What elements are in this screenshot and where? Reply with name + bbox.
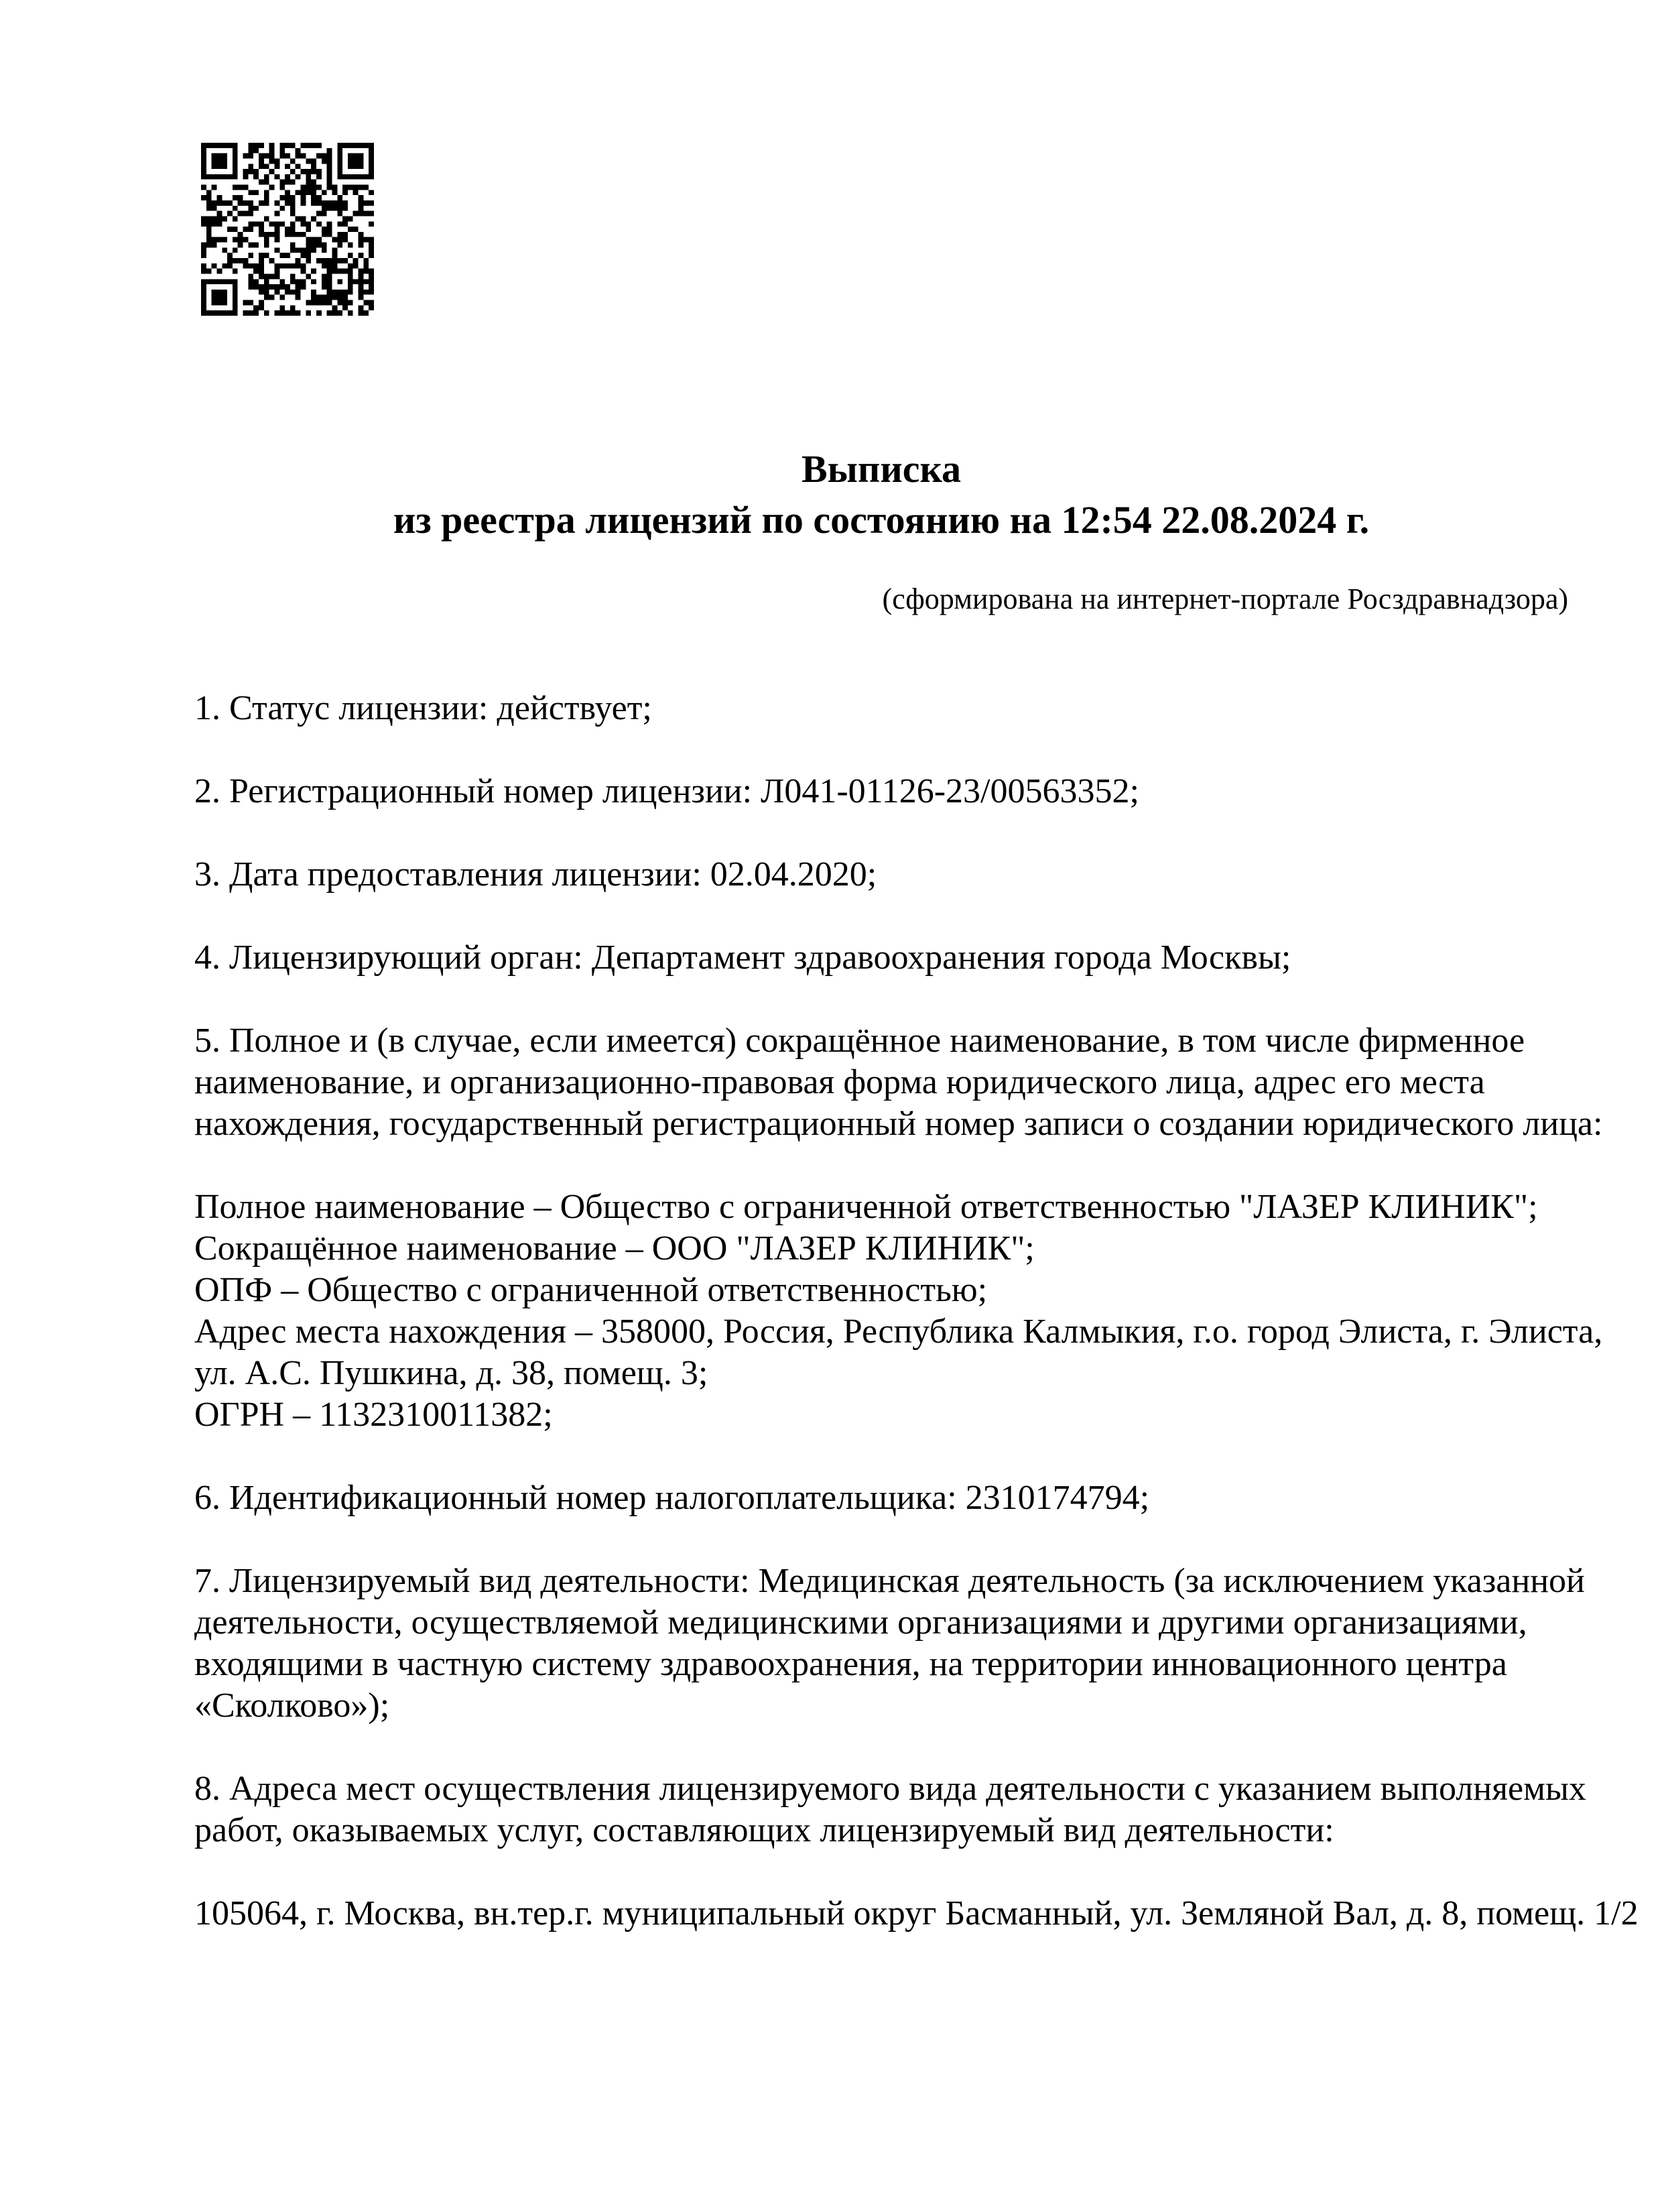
document-subtitle: (сформирована на интернет-портале Росздравнадзора)	[882, 582, 1568, 615]
paragraph-line: 4. Лицензирующий орган: Департамент здравоохранения города Москвы;	[194, 938, 1291, 977]
paragraph-line: 8. Адреса мест осуществления лицензируемого вида деятельности с указанием выполняемых	[194, 1770, 1586, 1808]
paragraph-activity-addresses-intro	[194, 1768, 1586, 1851]
paragraph-entity-description-intro	[194, 1020, 1603, 1145]
paragraph-line: наименование, и организационно-правовая форма юридического лица, адрес его места	[194, 1063, 1485, 1101]
paragraph-line: работ, оказываемых услуг, составляющих лицензируемый вид деятельности:	[194, 1811, 1334, 1849]
paragraph-activity-address	[194, 1893, 1639, 1934]
paragraph-licensed-activity	[194, 1560, 1585, 1727]
paragraph-line: нахождения, государственный регистрационный номер записи о создании юридического лица:	[194, 1105, 1603, 1143]
paragraph-line: ОПФ – Общество с ограниченной ответственностью;	[194, 1271, 988, 1309]
paragraph-line: Полное наименование – Общество с ограниченной ответственностью "ЛАЗЕР КЛИНИК";	[194, 1188, 1538, 1226]
paragraph-line: ОГРН – 1132310011382;	[194, 1396, 553, 1434]
paragraph-line: 6. Идентификационный номер налогоплательщика: 2310174794;	[194, 1479, 1150, 1517]
paragraph-registration-number	[194, 771, 1568, 812]
paragraph-taxpayer-number	[194, 1477, 1568, 1519]
paragraph-line: ул. А.С. Пушкина, д. 38, помещ. 3;	[194, 1354, 708, 1392]
paragraph-line: 3. Дата предоставления лицензии: 02.04.2020;	[194, 855, 877, 894]
paragraph-line: 105064, г. Москва, вн.тер.г. муниципальный округ Басманный, ул. Земляной Вал, д. 8, помещ. 1/2	[194, 1894, 1639, 1932]
document-title	[194, 444, 1568, 546]
paragraph-line: 5. Полное и (в случае, если имеется) сокращённое наименование, в том числе фирменное	[194, 1022, 1525, 1060]
paragraph-line: 1. Статус лицензии: действует;	[194, 689, 652, 727]
paragraph-line: деятельности, осуществляемой медицинскими организациями и другими организациями,	[194, 1603, 1527, 1642]
paragraph-licensing-authority	[194, 937, 1568, 979]
paragraph-line: входящими в частную систему здравоохранения, на территории инновационного центра	[194, 1645, 1507, 1683]
title-line-2: из реестра лицензий по состоянию на 12:54 22.08.2024 г.	[393, 498, 1370, 542]
paragraph-line: «Сколково»);	[194, 1686, 390, 1725]
paragraph-line: Адрес места нахождения – 358000, Россия, Республика Калмыкия, г.о. город Элиста, г. Элиста,	[194, 1312, 1603, 1351]
paragraph-line: 2. Регистрационный номер лицензии: Л041-01126-23/00563352;	[194, 772, 1139, 810]
title-line-1: Выписка	[801, 447, 962, 491]
paragraph-entity-details	[194, 1186, 1603, 1436]
qr-code	[201, 143, 374, 316]
paragraph-line: Сокращённое наименование – ООО "ЛАЗЕР КЛИНИК";	[194, 1229, 1035, 1268]
paragraph-license-status	[194, 688, 1568, 729]
document-body	[194, 688, 1639, 1934]
paragraph-grant-date	[194, 854, 1568, 896]
paragraph-line: 7. Лицензируемый вид деятельности: Медицинская деятельность (за исключением указанной	[194, 1562, 1585, 1600]
